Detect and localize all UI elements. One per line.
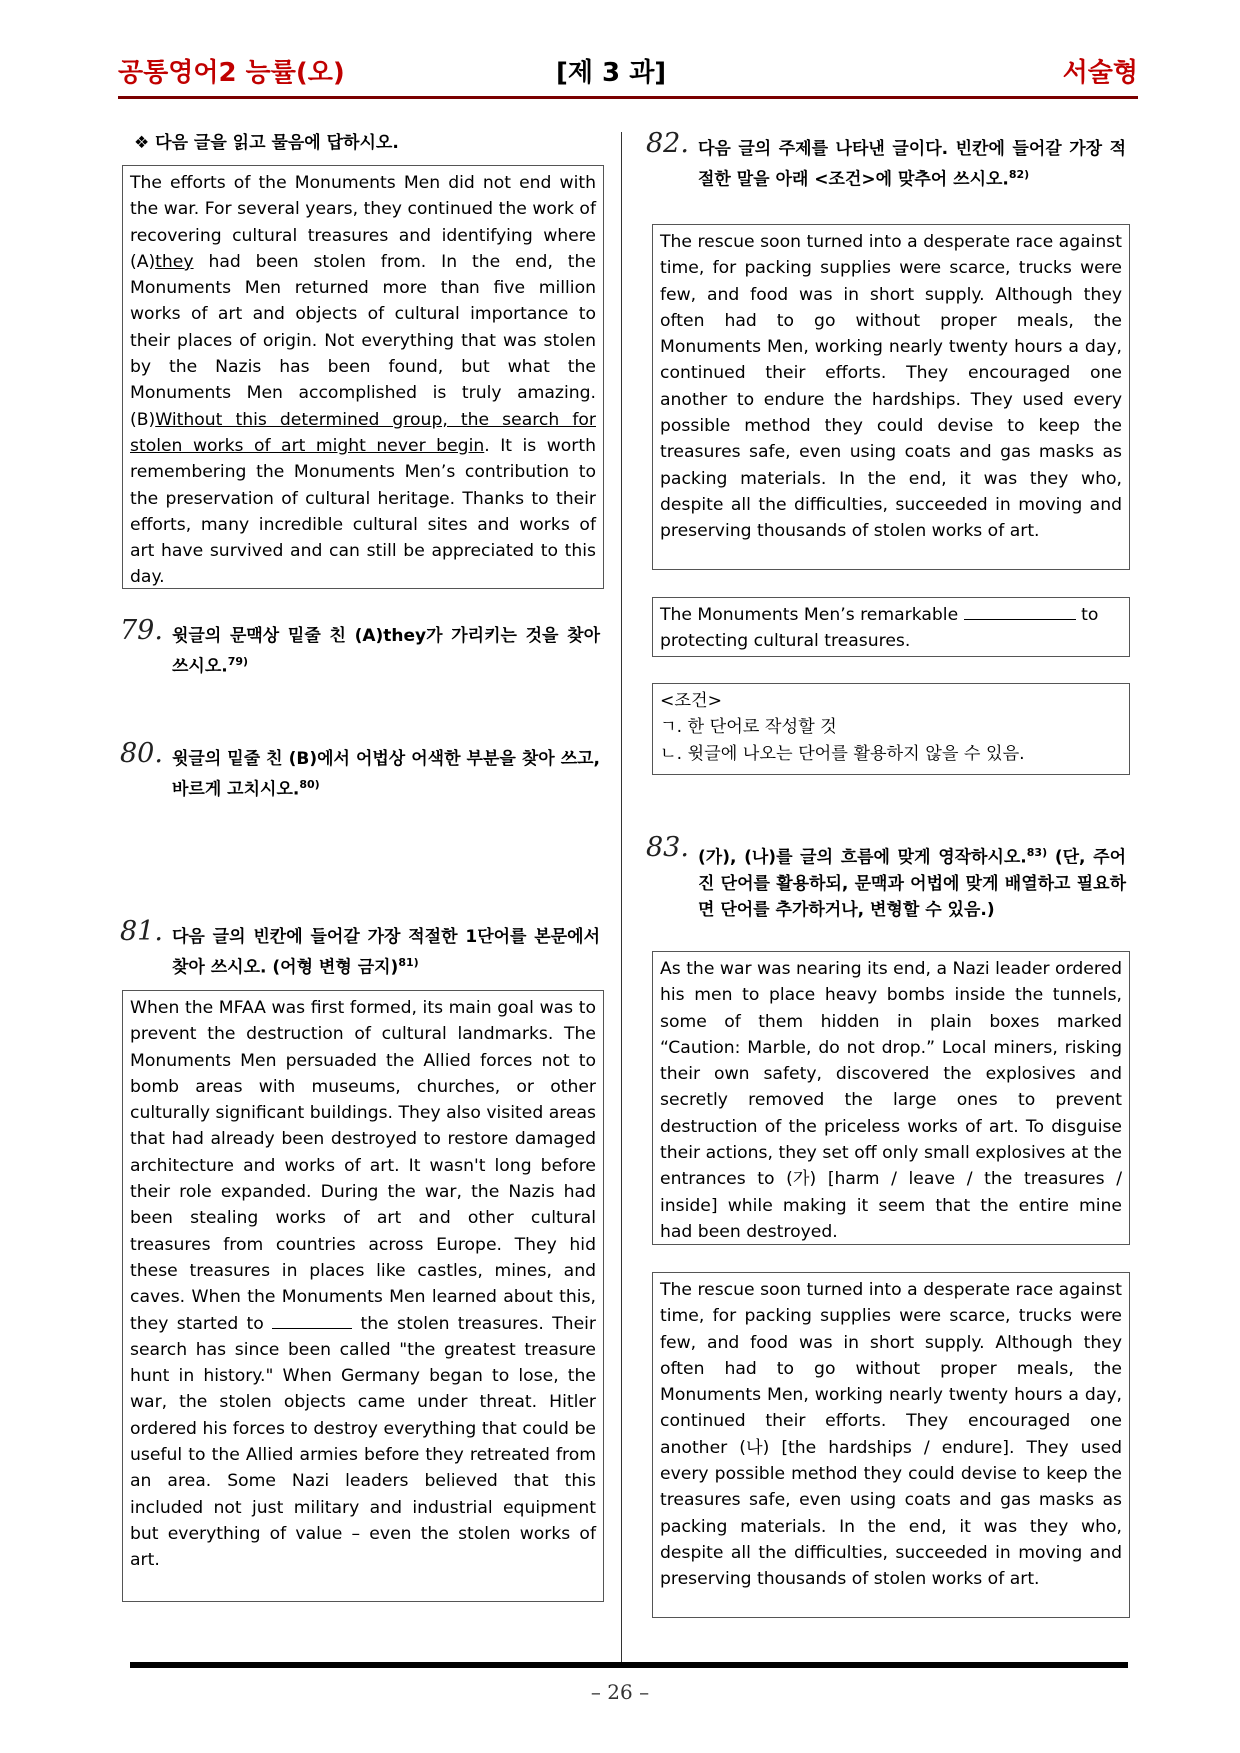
underline-a: they bbox=[155, 251, 194, 272]
passage-82 bbox=[652, 224, 1130, 570]
passage-82-text: The rescue soon turned into a desperate race against time, for packing supplies were scarce, trucks were few, and food was in short supply. Although they often had to go without proper meals, the Monuments Men, working nearly twenty hours a day, continued their efforts. They encouraged one another to endure the hardships. They used every possible method they could devise to keep the treasures safe, even using coats and gas masks as packing materials. In the end, it was they who, despite all the difficulties, succeeded in moving and preserving thousands of stolen works of art. bbox=[660, 232, 1122, 542]
footnote-82: 82) bbox=[1008, 168, 1030, 181]
summary-82-before: The Monuments Men’s remarkable bbox=[660, 605, 964, 625]
answer-blank-82 bbox=[964, 602, 1076, 620]
question-79-number: 79. bbox=[120, 615, 163, 646]
question-80 bbox=[120, 738, 602, 798]
passage-81-text-a: When the MFAA was first formed, its main goal was to prevent the destruction of cultural landmarks. The Monuments Men persuaded the Allied forces not to bomb areas with museums, churches, or other culturally significant buildings. They also visited areas that had already been destroyed to restore damaged architecture and works of art. It wasn't long before their role expanded. During the war, the Nazis had been stealing works of art and other cultural treasures from countries across Europe. They hid these treasures in places like castles, mines, and caves. When the Monuments Men learned about this, they started to bbox=[130, 998, 596, 1334]
page-header bbox=[118, 52, 1138, 92]
condition-2: ㄴ. 윗글에 나오는 단어를 활용하지 않을 수 있음. bbox=[660, 743, 1025, 764]
summary-82-after: to protecting cultural treasures. bbox=[660, 605, 1099, 652]
question-83-text: (가), (나)를 글의 흐름에 맞게 영작하시오.$^{83)}$ (단, 주어진 단어를 활용하되, 문맥과 어법에 맞게 배열하고 필요하면 단어를 추가하거나, 변형할 수 있음.) bbox=[698, 846, 1126, 920]
footnote-79: 79) bbox=[227, 655, 249, 668]
header-type: 서술형 bbox=[1062, 58, 1138, 88]
question-81 bbox=[120, 916, 602, 976]
passage-81-text-b: the stolen treasures. Their search has since been called "the greatest treasure hunt in history." When Germany began to lose, the war, the stolen objects came under threat. Hitler ordered his forces to destroy everything that could be useful to the Allied armies before they retreated from an area. Some Nazi leaders believed that this included not just military and industrial equipment but everything of value – even the stolen works of art. bbox=[130, 1313, 596, 1571]
header-title: 공통영어2 능률(오) bbox=[118, 58, 345, 88]
passage-83-a bbox=[652, 951, 1130, 1245]
question-82-number: 82. bbox=[646, 128, 689, 159]
question-82 bbox=[646, 128, 1128, 214]
footer-rule bbox=[130, 1662, 1128, 1668]
passage-83-b bbox=[652, 1272, 1130, 1618]
page-number: – 26 – bbox=[590, 1680, 650, 1704]
question-80-number: 80. bbox=[120, 738, 163, 769]
footnote-80: 80) bbox=[299, 778, 320, 791]
passage-83-a-text: As the war was nearing its end, a Nazi leader ordered his men to place heavy bombs inside the tunnels, some of them hidden in plain boxes marked “Caution: Marble, do not drop.” Local miners, risking their own safety, discovered the explosives and secretly removed the large ones to prevent destruction of the priceless works of art. To disguise their actions, they set off only small explosives at the entrances to (가) [harm / leave / the treasures / inside] while making it seem that the entire mine had been destroyed. bbox=[660, 959, 1122, 1242]
passage-1-text-b: had been stolen from. In the end, the Monuments Men returned more than five million works of art and objects of cultural importance to their places of origin. Not everything that was stolen by the Nazis has been found, but what the Monuments Men accomplished is truly amazing. (B) bbox=[130, 251, 596, 430]
footnote-83: 83) bbox=[1026, 846, 1048, 859]
passage-83-b-text: The rescue soon turned into a desperate race against time, for packing supplies were scarce, trucks were few, and food was in short supply. Although they often had to go without proper meals, the Monuments Men, working nearly twenty hours a day, continued their efforts. They encouraged one another (나) [the hardships / endure]. They used every possible method they could devise to keep the treasures safe, even using coats and gas masks as packing materials. In the end, it was they who, despite all the difficulties, succeeded in moving and preserving thousands of stolen works of art. bbox=[660, 1280, 1122, 1590]
column-divider bbox=[621, 132, 622, 1662]
instruction: ❖ 다음 글을 읽고 물음에 답하시오. bbox=[134, 133, 399, 153]
passage-1 bbox=[122, 165, 604, 589]
passage-1-text-a: The efforts of the Monuments Men did not end with the war. For several years, they continued the work of recovering cultural treasures and identifying where (A) bbox=[130, 173, 596, 272]
passage-81 bbox=[122, 990, 604, 1602]
question-79 bbox=[120, 615, 602, 675]
question-79-text: 윗글의 문맥상 밑줄 친 (A)they가 가리키는 것을 찾아 쓰시오.$^{79)}$ bbox=[172, 626, 600, 677]
conditions-82 bbox=[652, 683, 1130, 775]
answer-blank-81 bbox=[272, 1311, 352, 1329]
passage-1-text-c: . It is worth remembering the Monuments Men’s contribution to the preservation of cultural heritage. Thanks to their efforts, many incredible cultural sites and works of art have survived and can still be appreciated to this day. bbox=[130, 435, 596, 588]
question-81-text: 다음 글의 빈칸에 들어갈 가장 적절한 1단어를 본문에서 찾아 쓰시오. (어형 변형 금지)$^{81)}$ bbox=[172, 927, 600, 978]
condition-1: ㄱ. 한 단어로 작성할 것 bbox=[660, 717, 837, 738]
question-82-text: 다음 글의 주제를 나타낸 글이다. 빈칸에 들어갈 가장 적절한 말을 아래 <조건>에 맞추어 쓰시오.$^{82)}$ bbox=[698, 139, 1126, 190]
conditions-title: <조건> bbox=[660, 691, 723, 711]
footnote-81: 81) bbox=[398, 956, 419, 969]
header-lesson: [제 3 과] bbox=[556, 58, 667, 88]
summary-82 bbox=[652, 597, 1130, 657]
question-83-number: 83. bbox=[646, 832, 689, 863]
question-80-text: 윗글의 밑줄 친 (B)에서 어법상 어색한 부분을 찾아 쓰고, 바르게 고치시오.$^{80)}$ bbox=[172, 749, 600, 800]
question-83 bbox=[646, 832, 1128, 944]
header-rule bbox=[118, 96, 1138, 99]
underline-b: Without this determined group, the search for stolen works of art might never begin bbox=[130, 409, 596, 456]
question-81-number: 81. bbox=[120, 916, 163, 947]
